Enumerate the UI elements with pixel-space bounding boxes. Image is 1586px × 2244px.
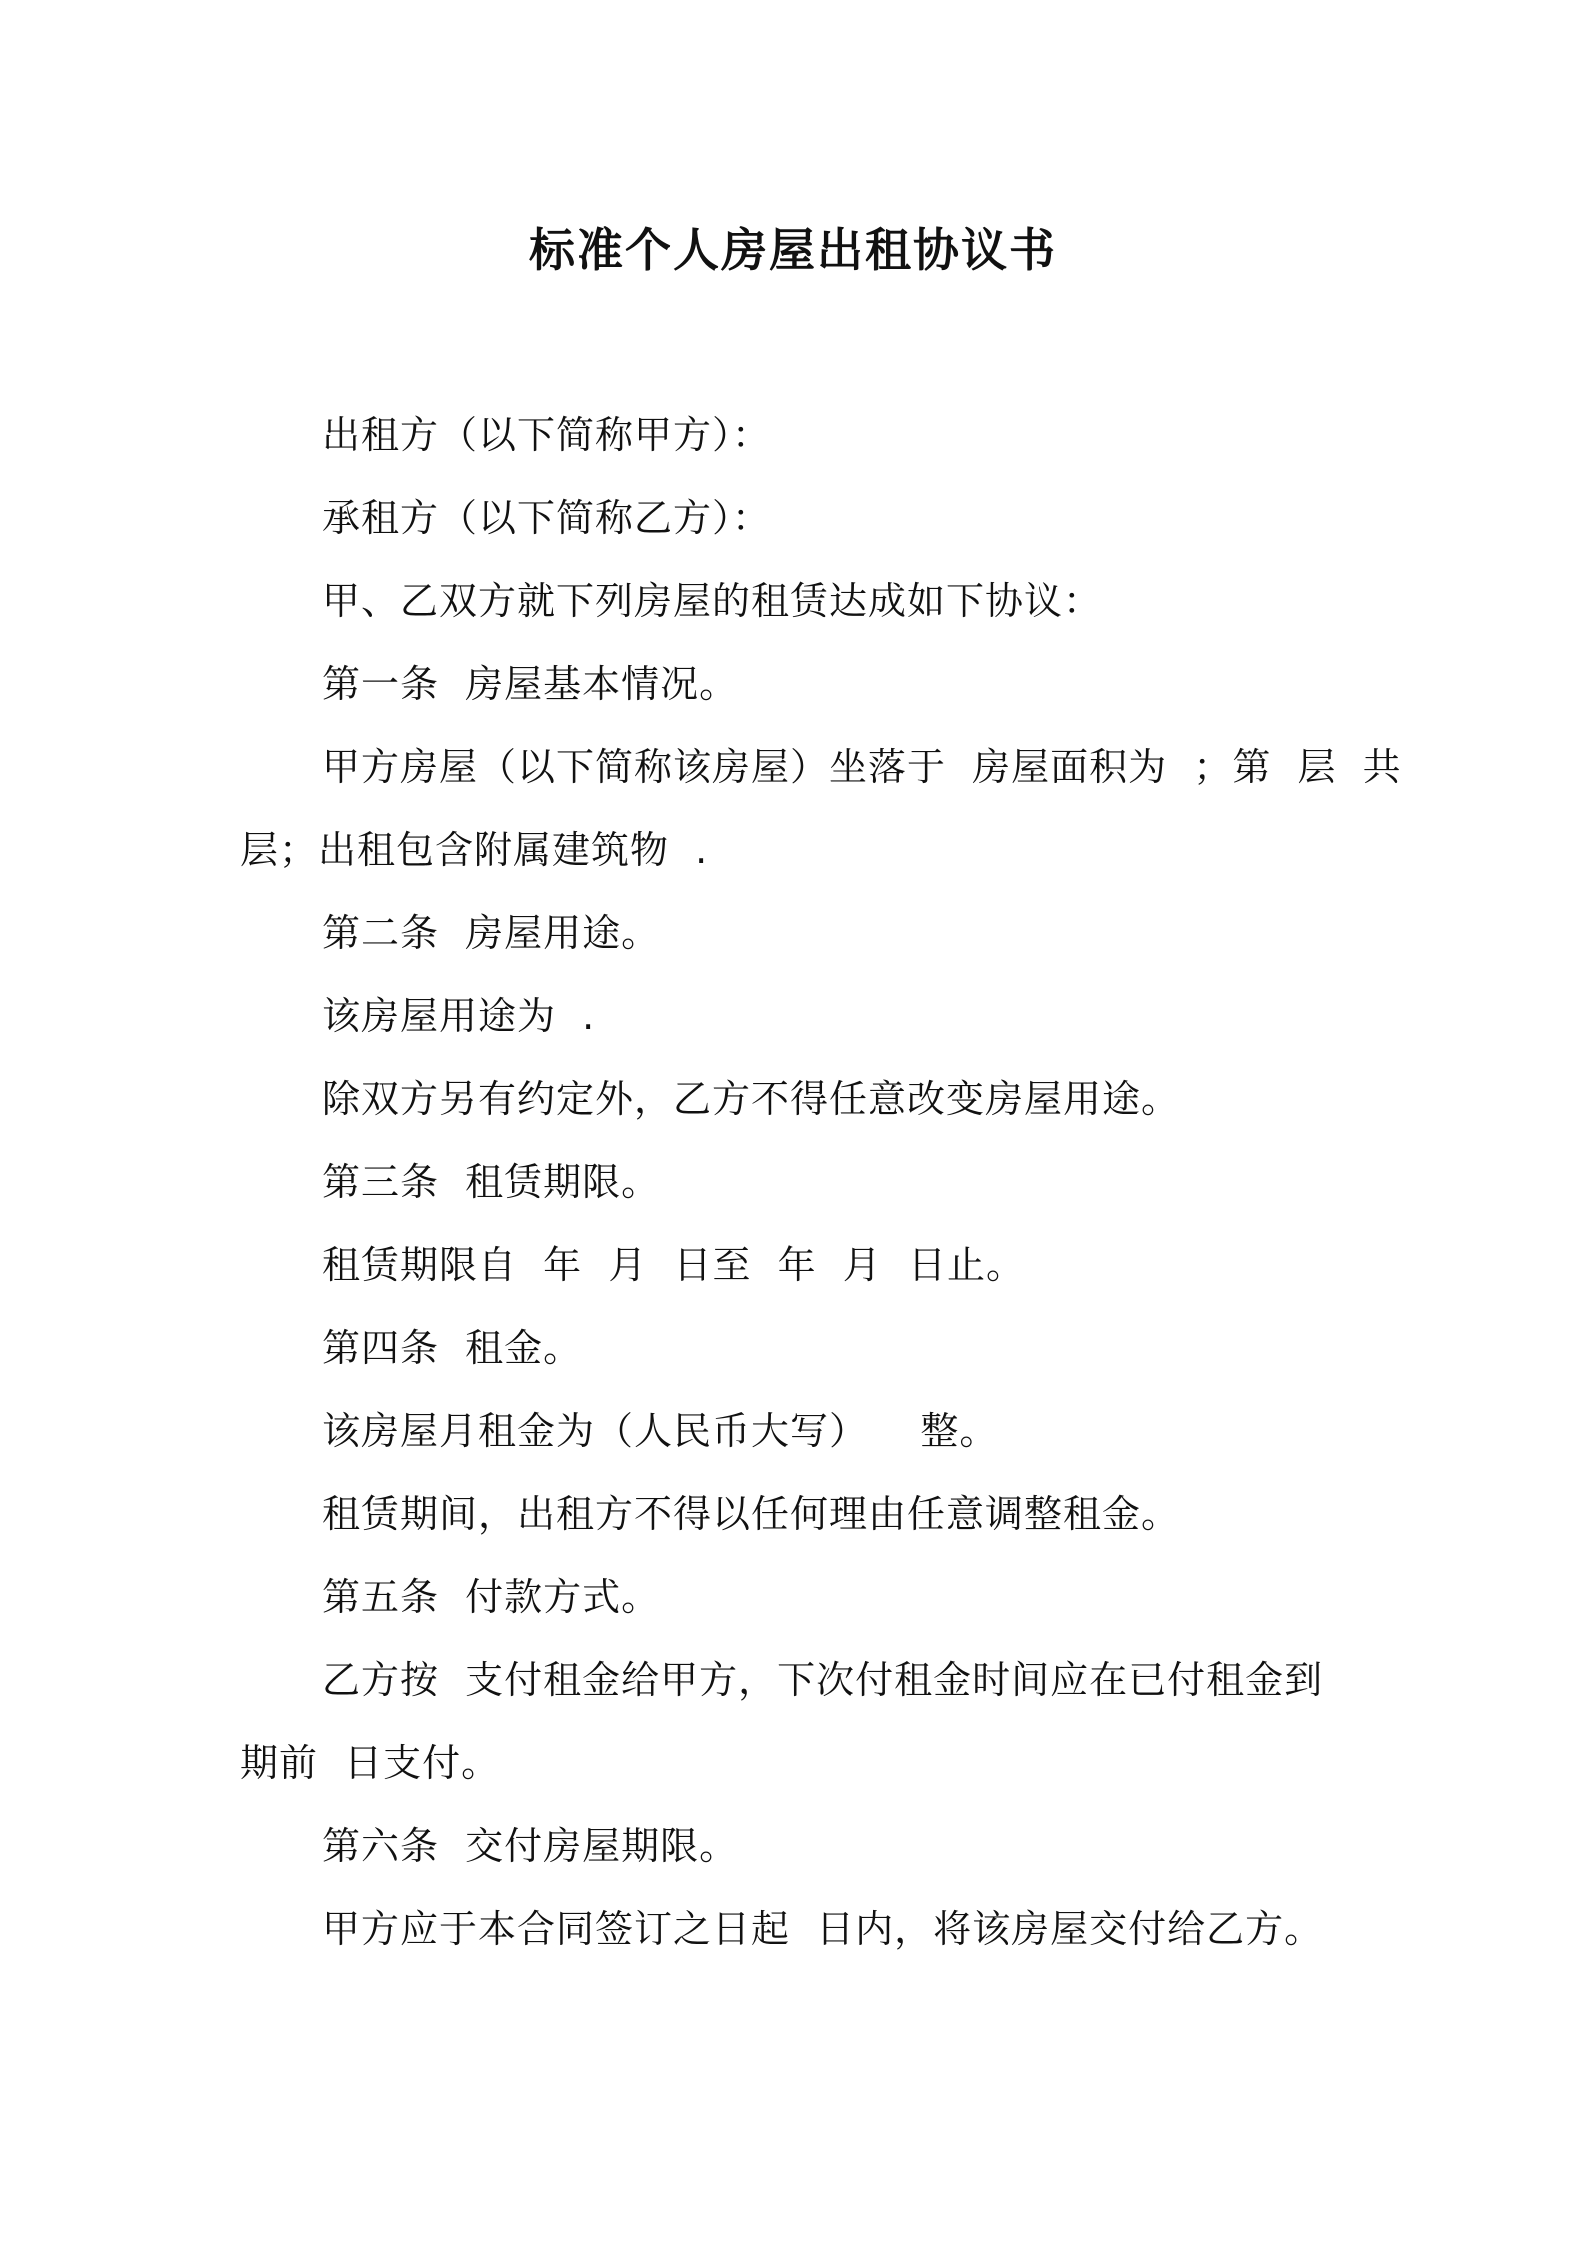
article-2-text-line-1: 该房屋用途为 . bbox=[322, 994, 596, 1038]
lessor-line: 出租方（以下简称甲方）： bbox=[322, 413, 772, 457]
lessee-line: 承租方（以下简称乙方）： bbox=[322, 496, 772, 540]
article-2-heading: 第二条 房屋用途。 bbox=[322, 911, 661, 955]
article-2-text-line-2: 除双方另有约定外，乙方不得任意改变房屋用途。 bbox=[322, 1077, 1181, 1121]
agreement-intro-line: 甲、乙双方就下列房屋的租赁达成如下协议： bbox=[322, 579, 1103, 623]
article-4-text-line-2: 租赁期间，出租方不得以任何理由任意调整租金。 bbox=[322, 1492, 1181, 1536]
article-6-heading: 第六条 交付房屋期限。 bbox=[322, 1824, 739, 1868]
article-3-text: 租赁期限自 年 月 日至 年 月 日止。 bbox=[322, 1243, 1025, 1287]
article-1-text-line-1: 甲方房屋（以下简称该房屋）坐落于 房屋面积为 ；第 层 共 bbox=[322, 745, 1402, 789]
article-5-heading: 第五条 付款方式。 bbox=[322, 1575, 661, 1619]
article-5-text-line-1: 乙方按 支付租金给甲方，下次付租金时间应在已付租金到 bbox=[322, 1658, 1324, 1702]
article-4-heading: 第四条 租金。 bbox=[322, 1326, 583, 1370]
article-5-text-line-2: 期前 日支付。 bbox=[240, 1741, 501, 1785]
article-4-text-line-1: 该房屋月租金为（人民币大写） 整。 bbox=[322, 1409, 999, 1453]
article-6-text: 甲方应于本合同签订之日起 日内，将该房屋交付给乙方。 bbox=[322, 1907, 1324, 1951]
document-title: 标准个人房屋出租协议书 bbox=[529, 223, 1057, 277]
article-3-heading: 第三条 租赁期限。 bbox=[322, 1160, 661, 1204]
article-1-heading: 第一条 房屋基本情况。 bbox=[322, 662, 739, 706]
article-1-text-line-2: 层；出租包含附属建筑物 . bbox=[240, 828, 709, 872]
